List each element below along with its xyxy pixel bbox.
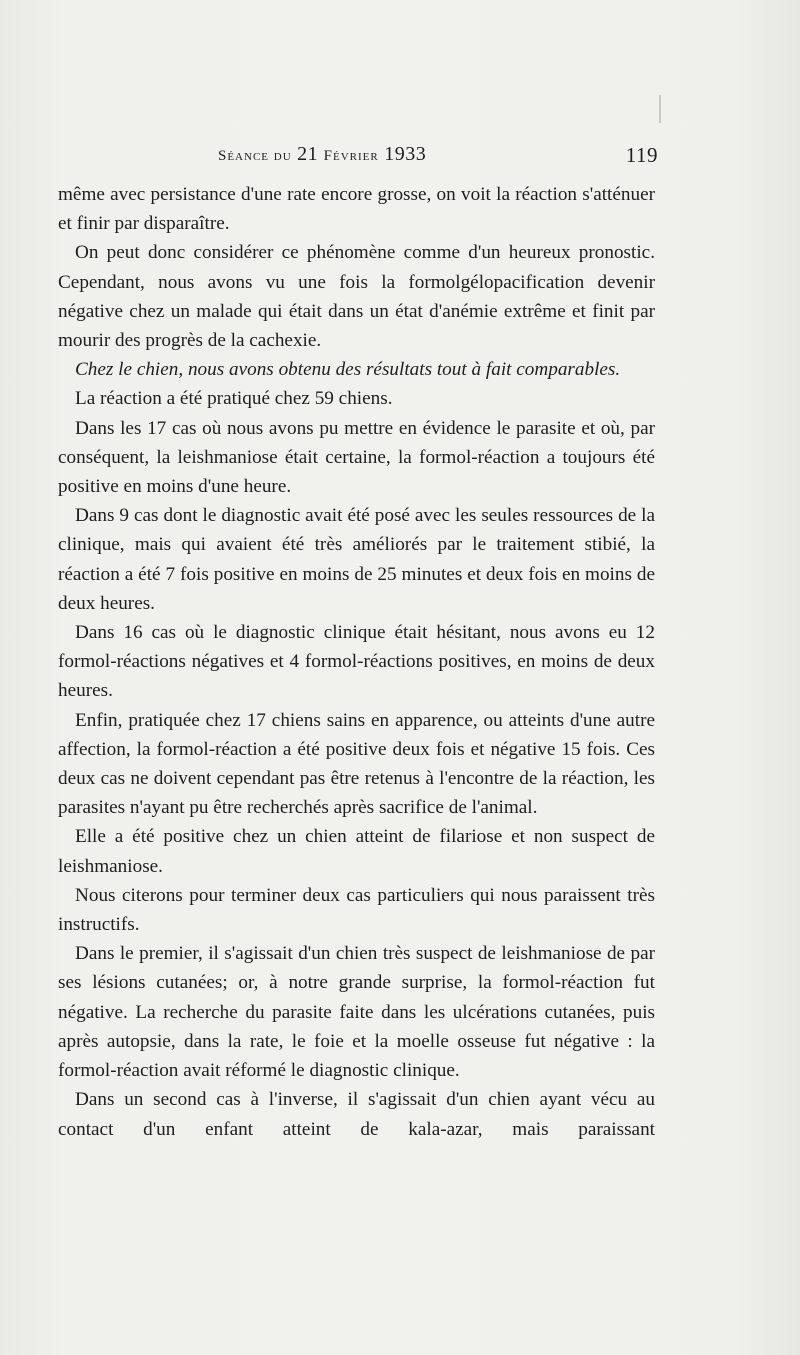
paragraph-4: La réaction a été pratiqué chez 59 chiens. [75, 388, 393, 410]
scan-edge-mark [659, 95, 661, 123]
paragraph-3: Chez le chien, nous avons obtenu des résultats tout à fait comparables. [75, 359, 621, 381]
paragraph-1: même avec persistance d'une rate encore grosse, on voit la réaction s'atténuer et finir par disparaître. [58, 184, 655, 235]
page-header [218, 140, 658, 170]
paragraph-7: Dans 16 cas où le diagnostic clinique était hésitant, nous avons eu 12 formol-réactions négatives et 4 formol-réactions positives, en moins de deux heures. [58, 622, 655, 702]
running-head-prefix: Séance du [218, 148, 292, 164]
body-text [58, 180, 655, 1144]
paragraph-11: Dans le premier, il s'agissait d'un chien très suspect de leishmaniose de par ses lésions cutanées; or, à notre grande surprise, la formol-réaction fut négative. La recherche du parasite faite dans les ulcérations cutanées, puis après autopsie, dans la rate, le foie et la moelle osseuse fut négative : la formol-réaction avait réformé le diagnostic clinique. [58, 943, 655, 1082]
paragraph-10: Nous citerons pour terminer deux cas particuliers qui nous paraissent très instructifs. [58, 884, 655, 936]
paragraph-8: Enfin, pratiquée chez 17 chiens sains en apparence, ou atteints d'une autre affection, la formol-réaction a été positive deux fois et négative 15 fois. Ces deux cas ne doivent cependant pas être retenus à l'encontre de la réaction, les parasites n'ayant pu être recherchés après sacrifice de l'animal. [58, 709, 655, 819]
running-head-month: Février [323, 148, 379, 164]
page-number: 119 [625, 143, 658, 167]
paragraph-12: Dans un second cas à l'inverse, il s'agissait d'un chien ayant vécu au contact d'un enfant atteint de kala-azar, mais paraissant [58, 1089, 655, 1140]
running-head-day: 21 [297, 143, 319, 165]
running-head-year: 1933 [384, 143, 427, 165]
running-head [218, 143, 426, 166]
paragraph-2: On peut donc considérer ce phénomène comme d'un heureux pronostic. Cependant, nous avons vu une fois la formolgélopacification devenir négative chez un malade qui était dans un état d'anémie extrême et finit par mourir des progrès de la cachexie. [58, 242, 655, 352]
paragraph-5: Dans les 17 cas où nous avons pu mettre en évidence le parasite et où, par conséquent, la leishmaniose était certaine, la formol-réaction a toujours été positive en moins d'une heure. [58, 417, 655, 498]
paragraph-9: Elle a été positive chez un chien atteint de filariose et non suspect de leishmaniose. [58, 826, 655, 877]
paragraph-6: Dans 9 cas dont le diagnostic avait été posé avec les seules ressources de la clinique, mais qui avaient été très améliorés par le traitement stibié, la réaction a été 7 fois positive en moins de 25 minutes et deux fois en moins de deux heures. [58, 505, 655, 614]
